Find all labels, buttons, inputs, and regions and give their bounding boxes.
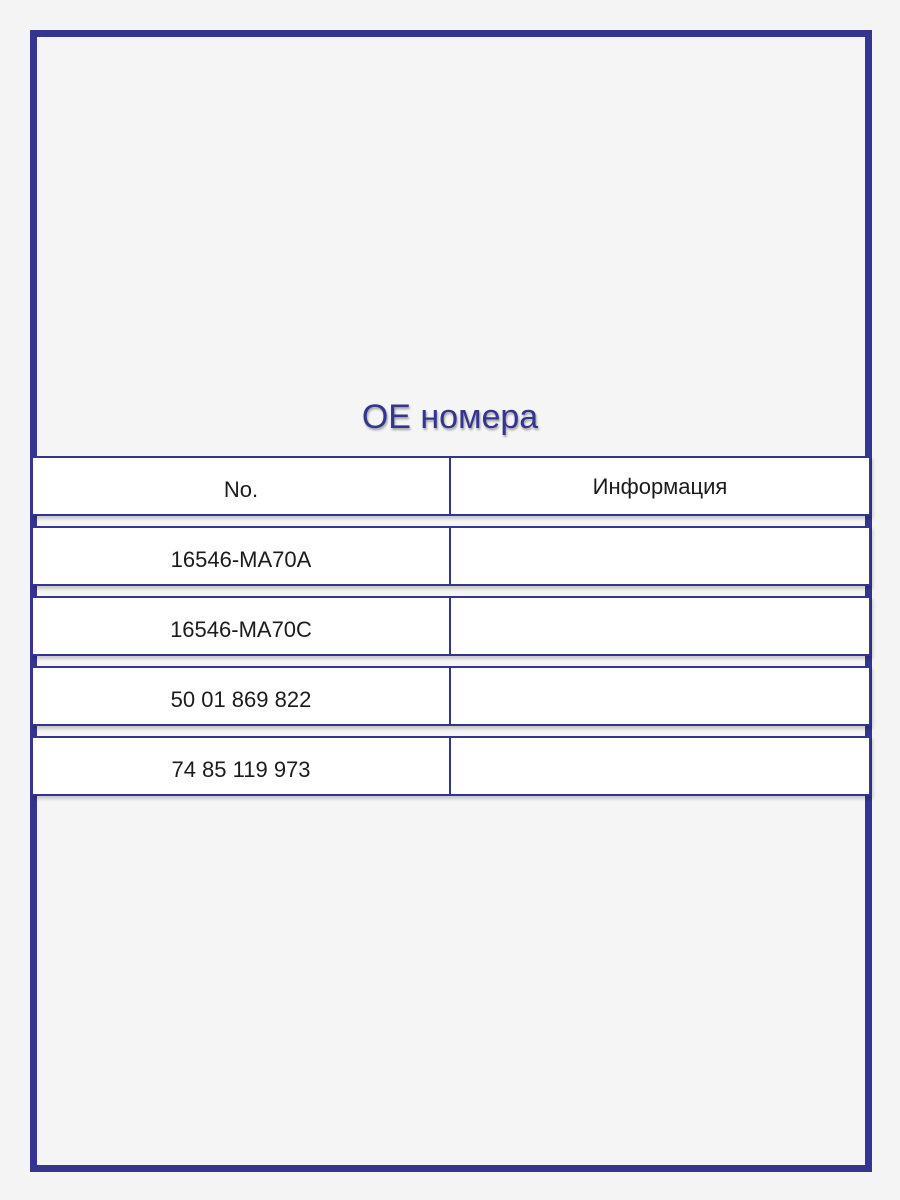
oe-number-cell: 50 01 869 822 (33, 668, 451, 724)
info-cell (451, 738, 869, 794)
column-header-no: No. (33, 458, 451, 514)
page-title: OE номера (361, 398, 539, 436)
table-row (31, 666, 871, 726)
table-row (31, 736, 871, 796)
info-cell (451, 668, 869, 724)
oe-number-cell: 16546-MA70A (33, 528, 451, 584)
info-cell (451, 528, 869, 584)
table-row (31, 596, 871, 656)
oe-number-cell: 74 85 119 973 (33, 738, 451, 794)
table-header-row (31, 456, 871, 516)
table-row (31, 526, 871, 586)
info-cell (451, 598, 869, 654)
column-header-info: Информация (592, 474, 728, 499)
oe-number-cell: 16546-MA70C (33, 598, 451, 654)
